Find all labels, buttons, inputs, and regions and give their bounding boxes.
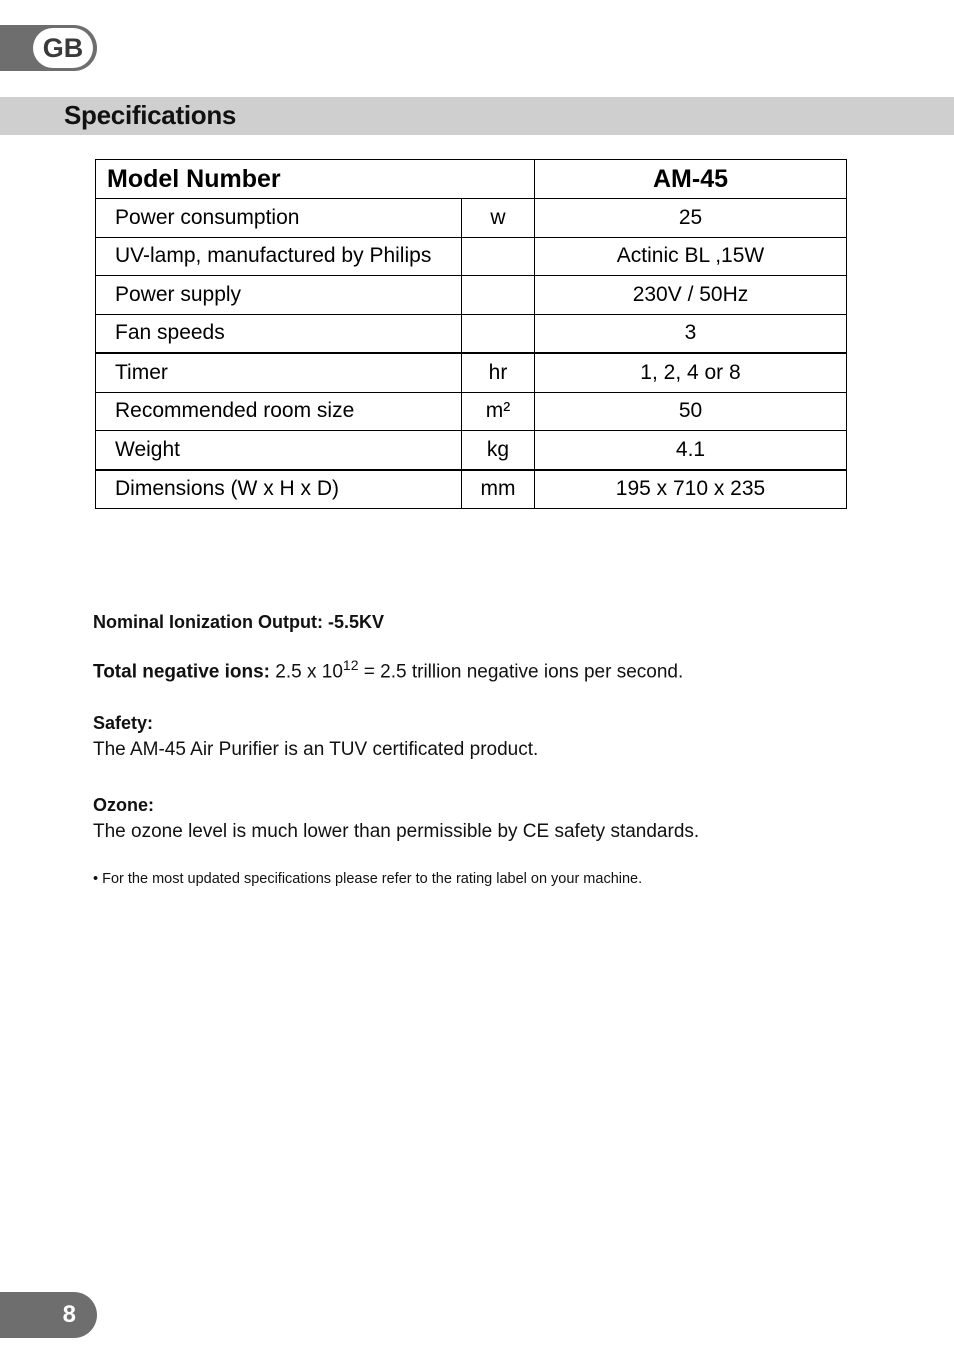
row-value: 4.1 xyxy=(535,431,847,470)
language-badge xyxy=(33,28,93,68)
page-number-tab xyxy=(0,1292,97,1338)
row-unit: w xyxy=(462,199,535,238)
row-unit: hr xyxy=(462,353,535,392)
row-value: 3 xyxy=(535,314,847,353)
row-unit xyxy=(462,314,535,353)
table-row xyxy=(96,353,847,392)
ozone-heading: Ozone: xyxy=(93,795,154,815)
row-param: Power supply xyxy=(96,276,462,315)
ions-exponent: 12 xyxy=(342,657,359,673)
row-value: 25 xyxy=(535,199,847,238)
row-value: Actinic BL ,15W xyxy=(535,237,847,276)
table-row xyxy=(96,276,847,315)
ions-label: Total negative ions: xyxy=(93,661,271,683)
table-row xyxy=(96,314,847,353)
safety-text: The AM-45 Air Purifier is an TUV certificated product. xyxy=(93,739,539,760)
row-param: Power consumption xyxy=(96,199,462,238)
row-value: 195 x 710 x 235 xyxy=(535,470,847,509)
specifications-table xyxy=(95,159,847,509)
row-param: Weight xyxy=(96,431,462,470)
row-unit xyxy=(462,237,535,276)
row-value: 50 xyxy=(535,392,847,431)
row-param: UV-lamp, manufactured by Philips xyxy=(96,237,462,276)
table-row xyxy=(96,199,847,238)
row-value: 230V / 50Hz xyxy=(535,276,847,315)
row-value: 1, 2, 4 or 8 xyxy=(535,353,847,392)
page-number: 8 xyxy=(62,1301,76,1328)
nominal-ionization-output: Nominal Ionization Output: -5.5KV xyxy=(93,612,384,632)
language-code: GB xyxy=(42,32,84,63)
header-model-number-label: Model Number xyxy=(96,160,535,199)
table-row xyxy=(96,392,847,431)
safety-heading: Safety: xyxy=(93,713,154,733)
section-title: Specifications xyxy=(64,100,237,130)
row-unit: kg xyxy=(462,431,535,470)
row-param: Timer xyxy=(96,353,462,392)
row-unit: mm xyxy=(462,470,535,509)
row-param: Fan speeds xyxy=(96,314,462,353)
table-row xyxy=(96,431,847,470)
row-unit: m² xyxy=(462,392,535,431)
row-param: Recommended room size xyxy=(96,392,462,431)
ions-base: 2.5 x 10 xyxy=(275,661,343,683)
row-unit xyxy=(462,276,535,315)
ozone-text: The ozone level is much lower than permissible by CE safety standards. xyxy=(93,821,700,842)
total-negative-ions xyxy=(93,657,683,683)
header-model-value: AM-45 xyxy=(535,160,847,199)
table-row xyxy=(96,237,847,276)
row-param: Dimensions (W x H x D) xyxy=(96,470,462,509)
footnote: • For the most updated specifications please refer to the rating label on your machine. xyxy=(93,871,643,887)
table-header-row xyxy=(96,160,847,199)
ions-rest: = 2.5 trillion negative ions per second. xyxy=(363,661,684,683)
table-row xyxy=(96,470,847,509)
